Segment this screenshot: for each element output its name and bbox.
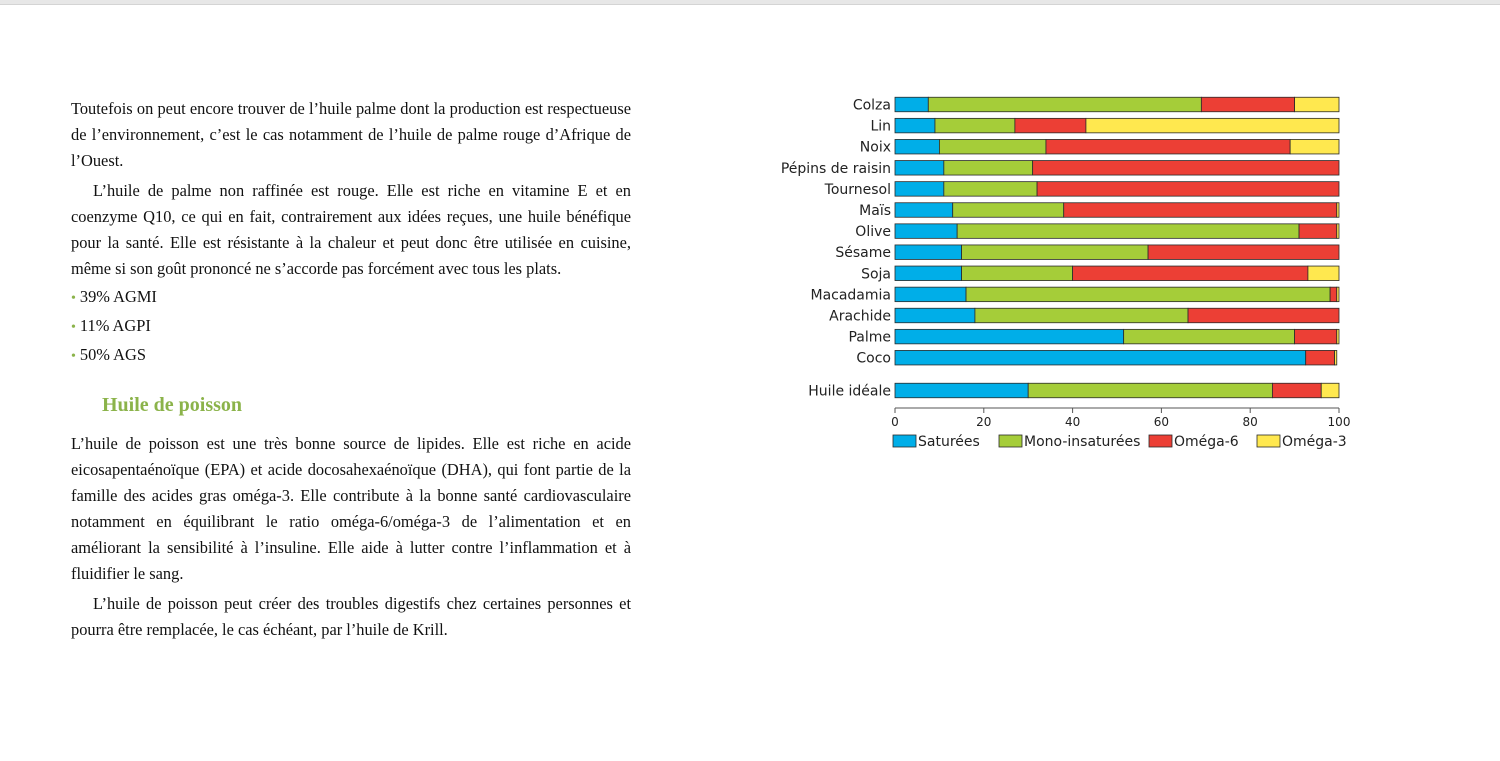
- bar-segment: [1321, 383, 1339, 398]
- bar-segment: [1124, 329, 1295, 344]
- category-label: Soja: [861, 266, 891, 283]
- paragraph-palm-oil-sustainable: Toutefois on peut encore trouver de l’huile palme dont la production est respectueuse de l’environnement, c’est le cas notamment de l’huile de palme rouge d’Afrique de l’Ouest.: [71, 99, 631, 170]
- bar-segment: [1086, 118, 1339, 133]
- fatty-acid-list: [71, 282, 631, 369]
- bar-segment: [895, 97, 928, 112]
- category-label: Tournesol: [824, 181, 891, 198]
- category-label: Sésame: [835, 245, 891, 262]
- bar-segment: [895, 182, 944, 197]
- bar-segment: [1064, 203, 1337, 218]
- bar-segment: [895, 118, 935, 133]
- legend-swatch: [1257, 435, 1280, 447]
- category-label: Arachide: [829, 308, 891, 325]
- bar-segment: [962, 266, 1073, 281]
- paragraph-fish-oil-digestive: L’huile de poisson peut créer des troubles digestifs chez certaines personnes et pourra être remplacée, le cas échéant, par l’huile de Krill.: [71, 594, 631, 639]
- bar-segment: [1272, 383, 1321, 398]
- bar-segment: [895, 245, 962, 260]
- bullet-dot-icon: •: [71, 320, 76, 335]
- bar-segment: [1337, 224, 1339, 239]
- text-column: [71, 96, 631, 643]
- bar-segment: [975, 308, 1188, 323]
- bar-segment: [1037, 182, 1339, 197]
- top-toolbar-edge: [0, 0, 1500, 5]
- category-label: Maïs: [859, 203, 891, 219]
- stacked-bar-chart: [770, 88, 1370, 460]
- bar-segment: [895, 287, 966, 302]
- bar-segment: [895, 203, 953, 218]
- list-item: • 50% AGS: [71, 345, 146, 364]
- bar-segment: [966, 287, 1330, 302]
- bar-segment: [1295, 329, 1337, 344]
- category-label: Noix: [859, 139, 891, 156]
- legend-label: Saturées: [918, 434, 980, 450]
- tick-label: 100: [1327, 415, 1351, 429]
- bar-segment: [1188, 308, 1339, 323]
- bar-segment: [895, 350, 1306, 365]
- bar-segment: [895, 139, 939, 154]
- category-label: Palme: [848, 329, 891, 346]
- bar-segment: [928, 97, 1201, 112]
- bar-segment: [1015, 118, 1086, 133]
- bar-segment: [1028, 383, 1272, 398]
- section-title: Huile de poisson: [102, 394, 243, 416]
- tick-label: 0: [891, 415, 899, 429]
- legend-label: Oméga-6: [1174, 434, 1239, 450]
- bar-segment: [944, 161, 1033, 176]
- bar-segment: [953, 203, 1064, 218]
- bar-segment: [895, 383, 1028, 398]
- bar-segment: [895, 224, 957, 239]
- bar-segment: [1073, 266, 1308, 281]
- tick-label: 40: [1064, 415, 1081, 429]
- paragraph-red-palm-oil: L’huile de palme non raffinée est rouge. Elle est riche en vitamine E et en coenzyme Q10, ce qui en fait, contrairement aux idées reçues, une huile bénéfique pour la santé. Elle est résistante à la chaleur et peut donc être utilisée en cuisine, même si son goût prononcé ne s’accorde pas forcément avec tous les plats.: [71, 181, 631, 278]
- bar-segment: [962, 245, 1148, 260]
- category-label: Olive: [855, 224, 891, 241]
- bar-segment: [1046, 139, 1290, 154]
- paragraph-fish-oil: L’huile de poisson est une très bonne source de lipides. Elle est riche en acide eicosapentaénoïque (EPA) et acide docosahexaénoïque (DHA), qui font partie de la famille des acides gras oméga-3. Elle contribute à la bonne santé cardiovasculaire notamment en équilibrant le ratio oméga-6/oméga-3 de l’alimentation et en améliorant la sensibilité à l’insuline. Elle aide à lutter contre l’inflammation et à fluidifier le sang.: [71, 434, 631, 583]
- bar-segment: [895, 161, 944, 176]
- tick-label: 20: [976, 415, 992, 429]
- bullet-dot-icon: •: [71, 349, 76, 364]
- bar-segment: [895, 308, 975, 323]
- bar-segment: [1308, 266, 1339, 281]
- bar-segment: [1295, 97, 1339, 112]
- category-label: Coco: [856, 350, 891, 367]
- tick-label: 60: [1153, 415, 1170, 429]
- bullet-dot-icon: •: [71, 291, 76, 306]
- category-label: Huile idéale: [808, 383, 891, 400]
- legend-swatch: [999, 435, 1022, 447]
- bar-segment: [1033, 161, 1339, 176]
- category-label: Pépins de raisin: [780, 160, 891, 177]
- bar-segment: [895, 329, 1124, 344]
- bar-segment: [1337, 203, 1339, 218]
- legend-swatch: [1149, 435, 1172, 447]
- bar-segment: [944, 182, 1037, 197]
- bar-segment: [1306, 350, 1335, 365]
- bar-segment: [895, 266, 962, 281]
- bar-segment: [1201, 97, 1294, 112]
- list-item: • 39% AGMI: [71, 287, 157, 306]
- legend-label: Oméga-3: [1282, 434, 1347, 450]
- bar-segment: [1299, 224, 1337, 239]
- category-label: Colza: [852, 97, 891, 114]
- bar-segment: [939, 139, 1046, 154]
- legend-swatch: [893, 435, 916, 447]
- bar-segment: [1148, 245, 1339, 260]
- list-item: • 11% AGPI: [71, 316, 151, 335]
- category-label: Macadamia: [810, 287, 891, 304]
- bar-segment: [1337, 329, 1339, 344]
- bar-segment: [957, 224, 1299, 239]
- fatty-acid-chart: [770, 88, 1370, 460]
- tick-label: 80: [1242, 415, 1258, 429]
- bar-segment: [1290, 139, 1339, 154]
- bar-segment: [935, 118, 1015, 133]
- category-label: Lin: [870, 118, 891, 135]
- bar-segment: [1335, 350, 1337, 365]
- bar-segment: [1337, 287, 1339, 302]
- legend-label: Mono-insaturées: [1024, 434, 1141, 450]
- bar-segment: [1330, 287, 1337, 302]
